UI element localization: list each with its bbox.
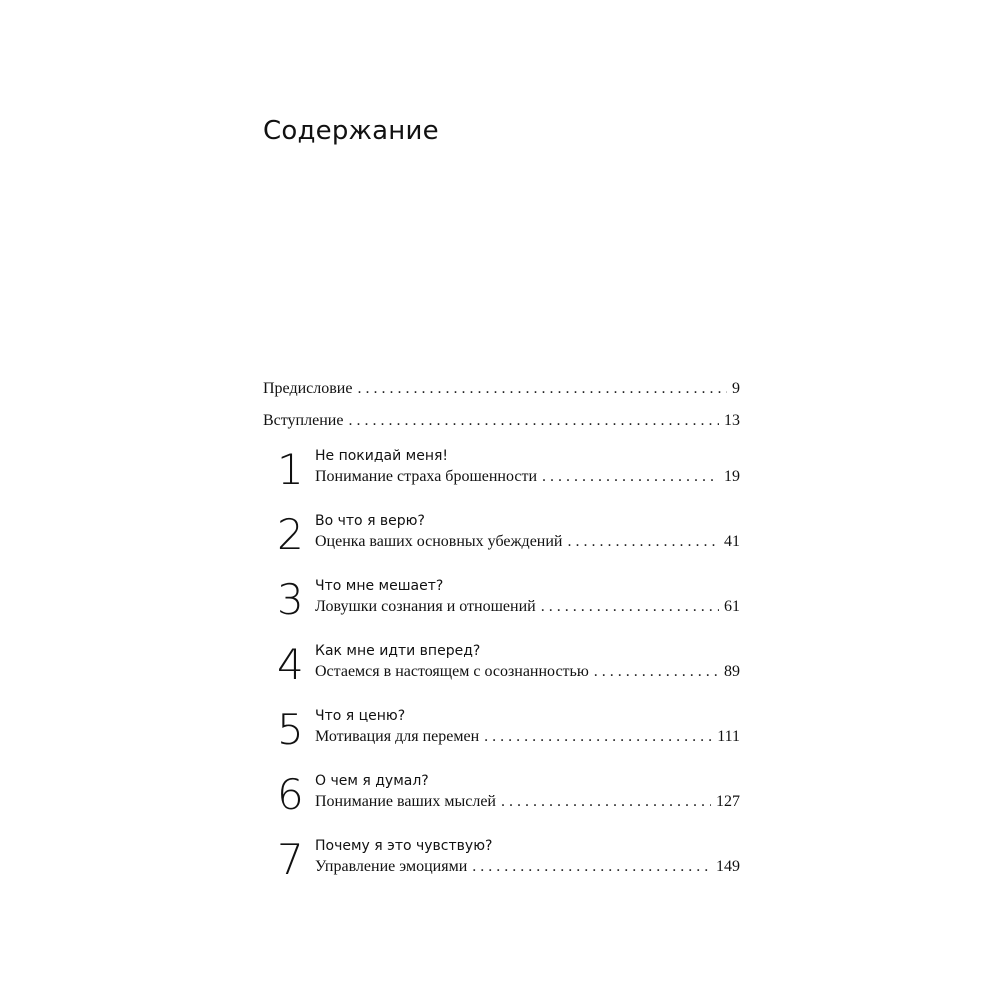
chapter-number: 5 — [277, 705, 304, 754]
chapter-title: Во что я верю? — [315, 513, 425, 529]
dot-leader — [348, 411, 719, 430]
chapter-subtitle: Понимание ваших мыслей — [315, 793, 496, 810]
toc-chapter-4[interactable] — [263, 636, 740, 701]
chapter-list — [263, 441, 740, 896]
chapter-title: Не покидай меня! — [315, 448, 449, 464]
chapter-subtitle: Управление эмоциями — [315, 858, 468, 875]
chapter-title: О чем я думал? — [315, 773, 429, 789]
toc-chapter-1[interactable] — [263, 441, 740, 506]
chapter-page: 111 — [717, 728, 740, 745]
toc-chapter-3[interactable] — [263, 571, 740, 636]
chapter-page: 149 — [716, 858, 740, 875]
chapter-page: 89 — [724, 663, 740, 680]
toc-chapter-6[interactable] — [263, 766, 740, 831]
toc-chapter-2[interactable] — [263, 506, 740, 571]
dot-leader — [501, 792, 711, 811]
page-title: Содержание — [263, 116, 439, 146]
dot-leader — [542, 467, 719, 486]
toc-chapter-7[interactable] — [263, 831, 740, 896]
chapter-subtitle: Понимание страха брошенности — [315, 468, 538, 485]
chapter-page: 127 — [716, 793, 740, 810]
chapter-page: 19 — [724, 468, 740, 485]
chapter-number: 2 — [277, 510, 304, 559]
toc-entry-label: Вступление — [263, 411, 344, 429]
dot-leader — [357, 379, 727, 398]
chapter-title: Что я ценю? — [315, 708, 406, 724]
chapter-subtitle: Мотивация для перемен — [315, 728, 480, 745]
chapter-title: Что мне мешает? — [315, 578, 444, 594]
toc-entry-page: 13 — [724, 411, 740, 429]
toc-entry-page: 9 — [732, 379, 740, 397]
chapter-number: 1 — [277, 445, 304, 494]
dot-leader — [484, 727, 712, 746]
toc-chapter-5[interactable] — [263, 701, 740, 766]
toc-entry-preface[interactable] — [263, 366, 740, 398]
toc-entry-introduction[interactable] — [263, 398, 740, 430]
chapter-subtitle: Оценка ваших основных убеждений — [315, 533, 563, 550]
chapter-number: 3 — [277, 575, 304, 624]
table-of-contents — [263, 366, 740, 896]
chapter-title: Как мне идти вперед? — [315, 643, 481, 659]
chapter-title: Почему я это чувствую? — [315, 838, 493, 854]
dot-leader — [541, 597, 719, 616]
toc-entry-label: Предисловие — [263, 379, 353, 397]
dot-leader — [567, 532, 719, 551]
chapter-subtitle: Ловушки сознания и отношений — [315, 598, 536, 615]
dot-leader — [594, 662, 719, 681]
chapter-page: 41 — [724, 533, 740, 550]
chapter-subtitle: Остаемся в настоящем с осознанностью — [315, 663, 589, 680]
dot-leader — [472, 857, 711, 876]
chapter-number: 7 — [277, 835, 304, 884]
chapter-number: 6 — [277, 770, 304, 819]
chapter-number: 4 — [277, 640, 304, 689]
chapter-page: 61 — [724, 598, 740, 615]
